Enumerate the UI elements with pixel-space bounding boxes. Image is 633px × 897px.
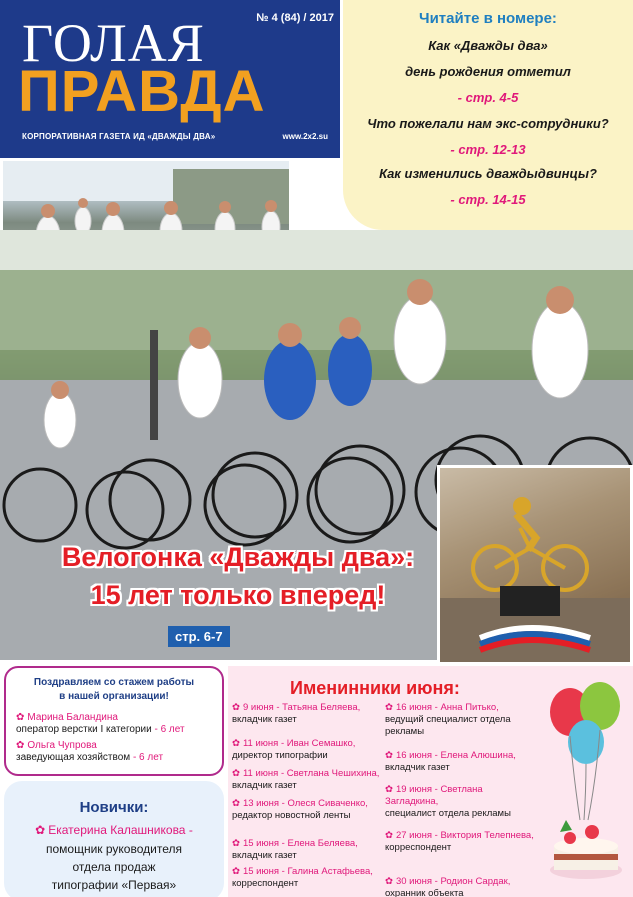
birthday-role: вкладчик газет <box>232 850 297 861</box>
balloons-icon <box>540 670 633 897</box>
birthday-date: 11 июня <box>242 768 279 779</box>
contents-line: Как «Дважды два» <box>428 38 548 53</box>
tenure-role: заведующая хозяйством <box>16 752 131 763</box>
flower-icon: ✿ <box>385 750 393 761</box>
birthday-date: 9 июня <box>242 702 274 713</box>
birthday-name: - Елена Алюшина, <box>434 750 516 761</box>
birthday-date: 19 июня <box>395 784 432 795</box>
flower-icon: ✿ <box>232 838 240 849</box>
tenure-congrats-box <box>4 666 224 776</box>
birthdays-title: Именинники июня: <box>290 678 460 698</box>
birthday-entry <box>385 876 535 897</box>
cake-icon <box>550 820 622 879</box>
birthday-entry <box>232 702 380 726</box>
tenure-years: - 6 лет <box>154 724 185 735</box>
issue-number: № 4 (84) / 2017 <box>256 12 334 24</box>
birthday-name: - Татьяна Беляева, <box>276 702 361 713</box>
tenure-name: Марина Баландина <box>27 712 118 723</box>
birthday-role: редактор новостной ленты <box>232 810 351 821</box>
tenure-title-line1: Поздравляем со стажем работы <box>33 677 195 688</box>
birthday-entry <box>385 784 535 820</box>
birthday-date: 16 июня <box>395 702 432 713</box>
birthday-name: - Виктория Телепнева, <box>434 830 534 841</box>
birthday-role: вкладчик газет <box>385 762 450 773</box>
contents-page-ref: - стр. 4-5 <box>457 90 519 105</box>
contents-panel <box>343 0 633 230</box>
flower-icon: ✿ <box>16 740 25 751</box>
flower-icon: ✿ <box>232 798 240 809</box>
masthead-title-line2: ПРАВДА <box>18 59 266 124</box>
flower-icon: ✿ <box>385 702 393 713</box>
birthday-name: - Светлана Чешихина, <box>280 768 380 779</box>
birthday-date: 16 июня <box>395 750 432 761</box>
contents-heading: Читайте в номере: <box>419 10 557 27</box>
birthday-date: 13 июня <box>242 798 279 809</box>
cover-headline-line1: Велогонка «Дважды два»: <box>61 542 415 572</box>
contents-line: день рождения отметил <box>405 64 571 79</box>
birthday-role: вкладчик газет <box>232 714 297 725</box>
contents-page-ref: - стр. 14-15 <box>450 192 526 207</box>
newcomer-role-line: помощник руководителя <box>46 842 182 856</box>
birthday-date: 15 июня <box>242 866 279 877</box>
flower-icon: ✿ <box>385 876 393 887</box>
birthday-name: - Родион Сардак, <box>434 876 511 887</box>
birthday-entry <box>232 798 380 822</box>
newcomer-role-line: типографии «Первая» <box>51 878 177 892</box>
birthday-date: 11 июня <box>242 738 279 749</box>
newcomer-role-line: отдела продаж <box>72 860 156 874</box>
cover-headline-line2: 15 лет только вперед! <box>90 580 386 610</box>
cover-page-ref-badge: стр. 6-7 <box>168 626 230 647</box>
birthday-entry <box>385 830 535 854</box>
flower-icon: ✿ <box>16 712 25 723</box>
birthday-entry <box>385 750 535 774</box>
tenure-entry <box>16 740 221 764</box>
masthead-tagline: КОРПОРАТИВНАЯ ГАЗЕТА ИД «ДВАЖДЫ ДВА» <box>22 132 216 141</box>
contents-line: Что пожелали нам экс-сотрудники? <box>367 116 609 131</box>
birthday-entry <box>385 702 535 738</box>
tenure-role: оператор верстки I категории <box>16 724 152 735</box>
birthday-role: вкладчик газет <box>232 780 297 791</box>
birthday-entry <box>232 866 380 890</box>
newcomers-box <box>4 781 224 897</box>
birthday-name: - Анна Питько, <box>434 702 499 713</box>
newcomer-name-line <box>4 823 224 837</box>
contents-line: Как изменились дваждыдвинцы? <box>379 166 597 181</box>
birthday-role: корреспондент <box>385 842 452 853</box>
masthead-title-line1: ГОЛАЯ <box>22 13 205 73</box>
flower-icon: ✿ <box>232 866 240 877</box>
newcomers-title: Новички: <box>79 799 149 816</box>
tenure-name: Ольга Чупрова <box>27 740 97 751</box>
birthday-role: директор типографии <box>232 750 328 761</box>
birthday-name: - Светлана Загладкина, <box>385 784 483 807</box>
birthday-name: - Иван Семашко, <box>280 738 356 749</box>
birthday-name: - Галина Астафьева, <box>281 866 373 877</box>
tenure-title-line2: в нашей организации! <box>59 691 169 702</box>
flower-icon: ✿ <box>385 784 393 795</box>
birthday-name: - Елена Беляева, <box>281 838 358 849</box>
balloons-cake-decoration <box>540 670 633 897</box>
flower-icon: ✿ <box>232 702 240 713</box>
masthead <box>0 0 340 158</box>
flower-icon: ✿ <box>232 768 240 779</box>
birthday-role: корреспондент <box>232 878 299 889</box>
tenure-entry <box>16 712 221 736</box>
birthday-entry <box>232 768 380 792</box>
birthday-role: ведущий специалист отдела рекламы <box>385 714 511 737</box>
trophy-photo <box>437 465 633 665</box>
birthday-entry <box>232 738 380 762</box>
birthday-entry <box>232 838 380 862</box>
tenure-years: - 6 лет <box>132 752 164 763</box>
birthday-name: - Олеся Сиваченко, <box>281 798 368 809</box>
flower-icon: ✿ <box>232 738 240 749</box>
birthday-role: охранник объекта <box>385 888 464 897</box>
contents-page-ref: - стр. 12-13 <box>450 142 526 157</box>
flower-icon: ✿ <box>35 823 46 837</box>
newcomer-name: Екатерина Калашникова - <box>48 823 193 837</box>
trophy-illustration <box>440 468 630 662</box>
birthday-role: специалист отдела рекламы <box>385 808 511 819</box>
birthday-date: 15 июня <box>242 838 279 849</box>
birthday-date: 27 июня <box>395 830 432 841</box>
birthday-date: 30 июня <box>395 876 432 887</box>
masthead-website: www.2x2.su <box>282 132 328 141</box>
flower-icon: ✿ <box>385 830 393 841</box>
